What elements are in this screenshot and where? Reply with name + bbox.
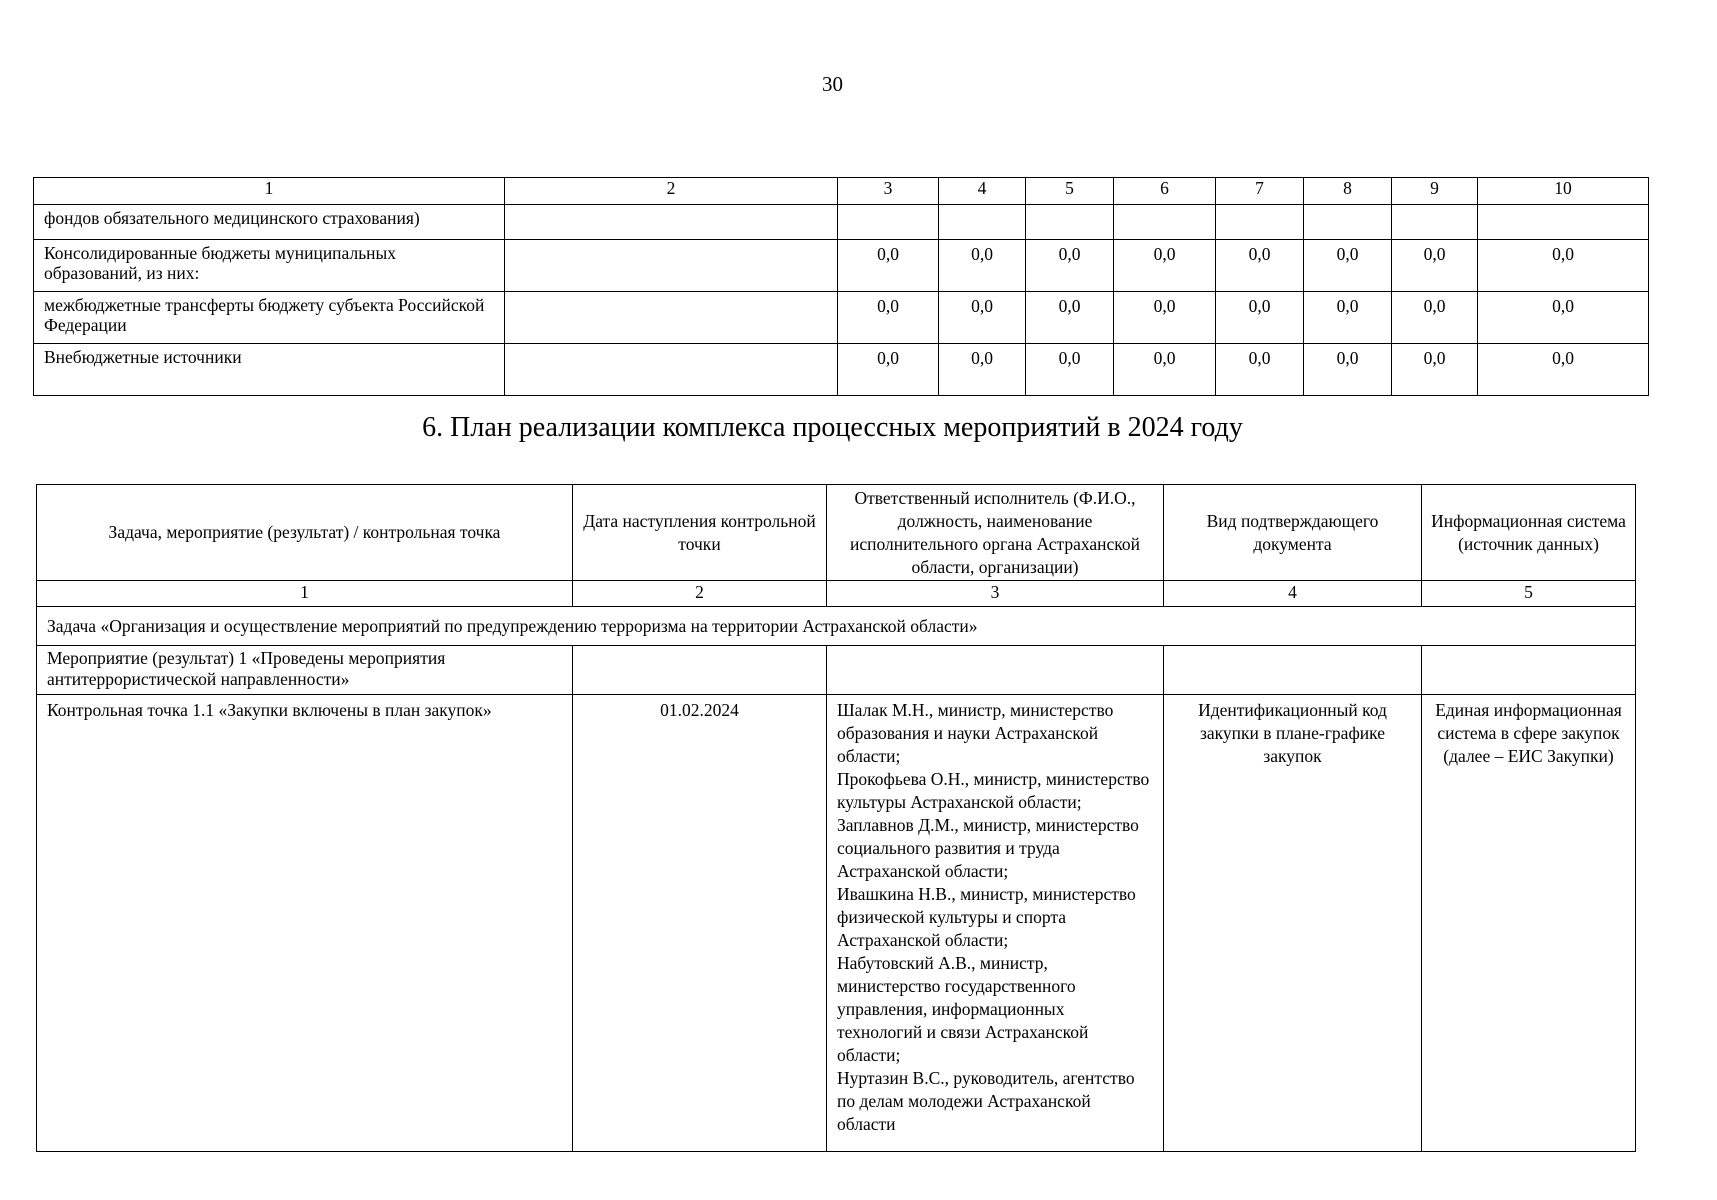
value-cell: 0,0: [1114, 344, 1216, 396]
value-cell: [1026, 205, 1114, 240]
value-cell: 0,0: [939, 344, 1026, 396]
checkpoint-row: [37, 695, 1636, 1152]
value-cell: 0,0: [1026, 344, 1114, 396]
value-cell: [1114, 205, 1216, 240]
value-cell: [1392, 205, 1478, 240]
empty-cell: [505, 240, 838, 292]
table-row: [34, 240, 1649, 292]
empty-cell: [1164, 646, 1422, 695]
value-cell: 0,0: [1392, 240, 1478, 292]
column-number-row: [37, 581, 1636, 607]
column-number: 3: [827, 581, 1164, 607]
value-cell: 0,0: [1216, 344, 1304, 396]
empty-cell: [505, 205, 838, 240]
plan-table: [36, 484, 1636, 1152]
value-cell: 0,0: [1026, 240, 1114, 292]
table-row: [34, 344, 1649, 396]
value-cell: 0,0: [1392, 344, 1478, 396]
event-row: [37, 646, 1636, 695]
value-cell: [1216, 205, 1304, 240]
empty-cell: [827, 646, 1164, 695]
column-header: Вид подтверждающего документа: [1164, 485, 1422, 581]
value-cell: 0,0: [1304, 292, 1392, 344]
table-row: [34, 292, 1649, 344]
value-cell: 0,0: [1392, 292, 1478, 344]
task-row: [37, 607, 1636, 646]
value-cell: 0,0: [1478, 240, 1649, 292]
row-label: межбюджетные трансферты бюджету субъекта Российской Федерации: [34, 292, 505, 344]
checkpoint-date: 01.02.2024: [573, 695, 827, 1152]
value-cell: 0,0: [1114, 240, 1216, 292]
value-cell: 0,0: [1026, 292, 1114, 344]
value-cell: 0,0: [1304, 240, 1392, 292]
value-cell: 0,0: [1478, 344, 1649, 396]
empty-cell: [505, 292, 838, 344]
column-number: 10: [1478, 178, 1649, 205]
row-label: фондов обязательного медицинского страхования): [34, 205, 505, 240]
value-cell: [1478, 205, 1649, 240]
confirming-document: Идентификационный код закупки в плане-графике закупок: [1164, 695, 1422, 1152]
value-cell: 0,0: [939, 292, 1026, 344]
column-header: Задача, мероприятие (результат) / контрольная точка: [37, 485, 573, 581]
value-cell: [939, 205, 1026, 240]
column-number: 8: [1304, 178, 1392, 205]
checkpoint-name: Контрольная точка 1.1 «Закупки включены в план закупок»: [37, 695, 573, 1152]
column-number: 1: [34, 178, 505, 205]
budget-table: [33, 177, 1649, 396]
column-number-row: [34, 178, 1649, 205]
value-cell: 0,0: [838, 344, 939, 396]
column-header: Дата наступления контрольной точки: [573, 485, 827, 581]
column-number: 4: [939, 178, 1026, 205]
page-number: 30: [822, 72, 843, 96]
table-row: [34, 205, 1649, 240]
column-number: 5: [1422, 581, 1636, 607]
empty-cell: [505, 344, 838, 396]
information-system: Единая информационная система в сфере закупок (далее – ЕИС Закупки): [1422, 695, 1636, 1152]
column-number: 9: [1392, 178, 1478, 205]
column-number: 2: [573, 581, 827, 607]
column-number: 7: [1216, 178, 1304, 205]
event-text: Мероприятие (результат) 1 «Проведены мероприятия антитеррористической направленности»: [37, 646, 573, 695]
value-cell: 0,0: [838, 240, 939, 292]
row-label: Внебюджетные источники: [34, 344, 505, 396]
column-number: 3: [838, 178, 939, 205]
value-cell: [1304, 205, 1392, 240]
value-cell: 0,0: [939, 240, 1026, 292]
section-title: 6. План реализации комплекса процессных мероприятий в 2024 году: [422, 412, 1243, 443]
task-text: Задача «Организация и осуществление мероприятий по предупреждению терроризма на территории Астраханской области»: [37, 607, 1636, 646]
responsible-executors: Шалак М.Н., министр, министерство образования и науки Астраханской области; Прокофьева О.Н., министр, министерство культуры Астраханской области; Заплавнов Д.М., министр, министерство социального развития и труда Астраханской области; Ивашкина Н.В., министр, министерство физической культуры и спорта Астраханской области; Набутовский А.В., министр, министерство государственного управления, информационных технологий и связи Астраханской области; Нуртазин В.С., руководитель, агентство по делам молодежи Астраханской области: [827, 695, 1164, 1152]
column-number: 5: [1026, 178, 1114, 205]
column-number: 6: [1114, 178, 1216, 205]
column-number: 2: [505, 178, 838, 205]
value-cell: 0,0: [1216, 240, 1304, 292]
value-cell: 0,0: [838, 292, 939, 344]
column-header: Ответственный исполнитель (Ф.И.О., должность, наименование исполнительного органа Астраханской области, организации): [827, 485, 1164, 581]
value-cell: 0,0: [1478, 292, 1649, 344]
value-cell: 0,0: [1216, 292, 1304, 344]
header-row: [37, 485, 1636, 581]
column-number: 4: [1164, 581, 1422, 607]
empty-cell: [573, 646, 827, 695]
column-number: 1: [37, 581, 573, 607]
empty-cell: [1422, 646, 1636, 695]
column-header: Информационная система (источник данных): [1422, 485, 1636, 581]
value-cell: 0,0: [1304, 344, 1392, 396]
value-cell: 0,0: [1114, 292, 1216, 344]
row-label: Консолидированные бюджеты муниципальных образований, из них:: [34, 240, 505, 292]
value-cell: [838, 205, 939, 240]
